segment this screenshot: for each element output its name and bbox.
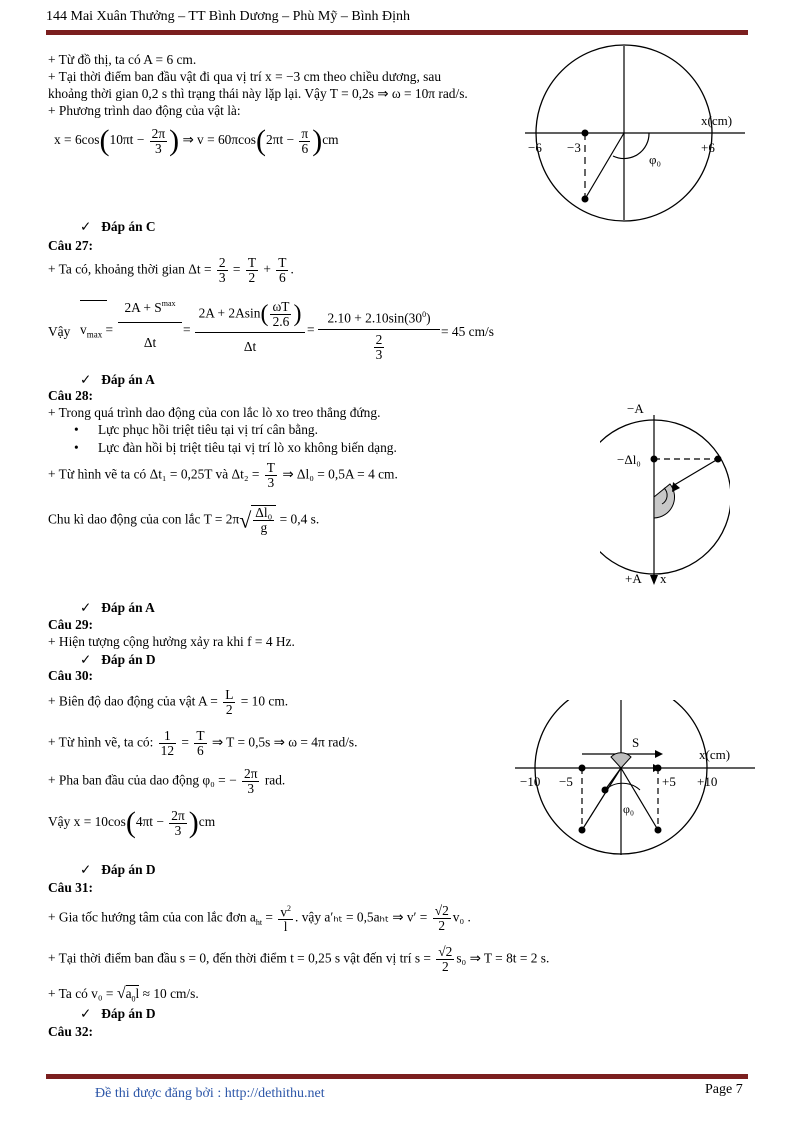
footer-link[interactable]: Đề thi được đăng bởi : http://dethithu.net	[95, 1086, 325, 1101]
q27-result: = 45 cm/s	[441, 324, 494, 339]
q26-minus3: −3	[567, 140, 581, 155]
q26-minus6: −6	[528, 140, 542, 155]
q28-minusA: −A	[627, 401, 644, 416]
page-header: 144 Mai Xuân Thưởng – TT Bình Dương – Phù Mỹ – Bình Định	[46, 9, 411, 24]
q28-answer: ✓ Đáp án A	[80, 600, 155, 615]
q27-eq1: =	[183, 322, 191, 337]
q26-eq-i: cm	[322, 132, 339, 148]
q28-axis: x	[660, 571, 667, 586]
q26-eq-f: 2πt −	[265, 132, 295, 148]
q31-line3: + Ta có $v_0 = √a_0l \approx 10$ cm/s.	[48, 985, 199, 1004]
q30-s-label: S	[632, 735, 640, 750]
q30-line3: + Pha ban đầu của dao động φ₀ = − $\frac{2\pi}{3}$ rad.	[48, 766, 286, 796]
q28-bullet1: • Lực phục hồi triệt tiêu tại vị trí cân bằng.	[74, 422, 318, 437]
q26-eq-a: x = 6cos	[54, 132, 100, 148]
q32-title: Câu 32:	[48, 1024, 94, 1039]
q28-bullet2: • Lực đàn hồi bị triệt tiêu tại vị trí lò xo không biến dạng.	[74, 440, 397, 455]
q28-line3: Chu kì dao động của con lắc T = 2π√ $\frac{\text{Δl₀}}{g}$ = 0,4 s.	[48, 505, 320, 535]
q30-minus10: −10	[520, 774, 541, 789]
q30-plus10: +10	[697, 774, 718, 789]
q26-eq-b: 10πt −	[109, 132, 145, 148]
q30-phi: φ₀	[623, 802, 635, 816]
q30-line4: Vậy x = 10cos(4πt − $\frac{2\pi}{3}$ )cm	[48, 806, 216, 839]
q30-circle-diagram	[515, 700, 765, 860]
page-number: Page 7	[705, 1082, 743, 1097]
q26-equation: x = 6cos(10πt − $\frac{2\pi}{3}$ ) ⇒ v = 60πcos(2πt − $\frac{\pi}{6}$ )cm	[54, 124, 339, 157]
q26-eq-e: ⇒ v = 60πcos	[182, 132, 256, 148]
q26-axis-label: x(cm)	[701, 113, 733, 128]
q27-answer: ✓ Đáp án A	[80, 372, 155, 387]
q26-line4: + Phương trình dao động của vật là:	[48, 103, 241, 118]
q31-answer: ✓ Đáp án D	[80, 1006, 156, 1021]
q26-circle-diagram	[525, 38, 750, 223]
q26-plus6: +6	[701, 140, 715, 155]
q30-minus5: −5	[559, 774, 573, 789]
q28-line2: + Từ hình vẽ ta có Δt₁ = 0,25T và Δt₂ = $\frac{T}{3}$ ⇒ Δl₀ = 0,5A = 4 cm.	[48, 460, 398, 490]
q27-title: Câu 27:	[48, 238, 94, 253]
q30-line1: + Biên độ dao động của vật A = $\frac{L}{2}$ = 10 cm.	[48, 687, 289, 717]
q30-plus5: +5	[662, 774, 676, 789]
q31-line2: + Tại thời điểm ban đầu s = 0, đến thời điểm t = 0,25 s vật đến vị trí s = $\frac{√2}{2}$ s₀ ⇒ T = 8t = 2 s.	[48, 944, 550, 974]
q29-line1: + Hiện tượng cộng hưởng xảy ra khi f = 4 Hz.	[48, 634, 295, 649]
q28-dl0: −Δl₀	[617, 452, 641, 467]
q30-title: Câu 30:	[48, 668, 94, 683]
q26-phi: φ₀	[649, 152, 662, 167]
q28-circle-diagram	[600, 400, 730, 595]
footer-rule	[46, 1074, 748, 1079]
q26-line2: + Tại thời điểm ban đầu vật đi qua vị trí x = −3 cm theo chiều dương, sau	[48, 69, 442, 84]
q26-line3: khoảng thời gian 0,2 s thì trạng thái này lặp lại. Vậy T = 0,2s ⇒ ω = 10π rad/s.	[48, 86, 468, 101]
q28-plusA: +A	[625, 571, 642, 586]
q31-title: Câu 31:	[48, 880, 94, 895]
q26-frac2: $\frac{\pi}{6}$	[301, 125, 309, 156]
q27-frac-b: 2A + 2Asin( $\frac{\omega T}{2.6}$ ) Δt	[195, 300, 305, 355]
q27-overbar	[80, 300, 107, 301]
q27-frac-a: $2A + S^{max}$ Δt	[118, 300, 182, 351]
q29-title: Câu 29:	[48, 617, 94, 632]
q28-title: Câu 28:	[48, 388, 94, 403]
q30-axis-label: x(cm)	[699, 747, 731, 762]
q26-frac1: $\frac{2\pi}{3}$	[151, 125, 166, 156]
q26-line1: + Từ đồ thị, ta có A = 6 cm.	[48, 52, 197, 67]
header-rule	[46, 30, 748, 35]
q27-line1: + Ta có, khoảng thời gian Δt = $\frac{2}{3}$ = $\frac{T}{2}$ + $\frac{T}{6}$ .	[48, 255, 294, 285]
q30-answer: ✓ Đáp án D	[80, 862, 156, 877]
q27-frac-c: $2.10 + 2.10\sin(30^0)$ $\frac{2}{3}$	[318, 310, 440, 362]
q31-line1: + Gia tốc hướng tâm của con lắc đơn $a_{ht}$ = $\frac{v^2}{l}$ . vậy a′ₕₜ = 0,5aₕₜ ⇒ v′ = $\frac{√2}{2}$ v₀ .	[48, 902, 471, 935]
q29-answer: ✓ Đáp án D	[80, 652, 156, 667]
q27-line2: Vậy	[48, 324, 71, 339]
q26-answer: ✓ Đáp án C	[80, 219, 156, 234]
q28-line1: + Trong quá trình dao động của con lắc lò xo treo thẳng đứng.	[48, 405, 381, 420]
q27-vmax: $v_{max}$ =	[80, 322, 114, 340]
q27-eq2: =	[307, 322, 315, 337]
q30-line2: + Từ hình vẽ, ta có: $\frac{1}{12}$ = $\frac{T}{6}$ ⇒ T = 0,5s ⇒ ω = 4π rad/s.	[48, 728, 358, 758]
